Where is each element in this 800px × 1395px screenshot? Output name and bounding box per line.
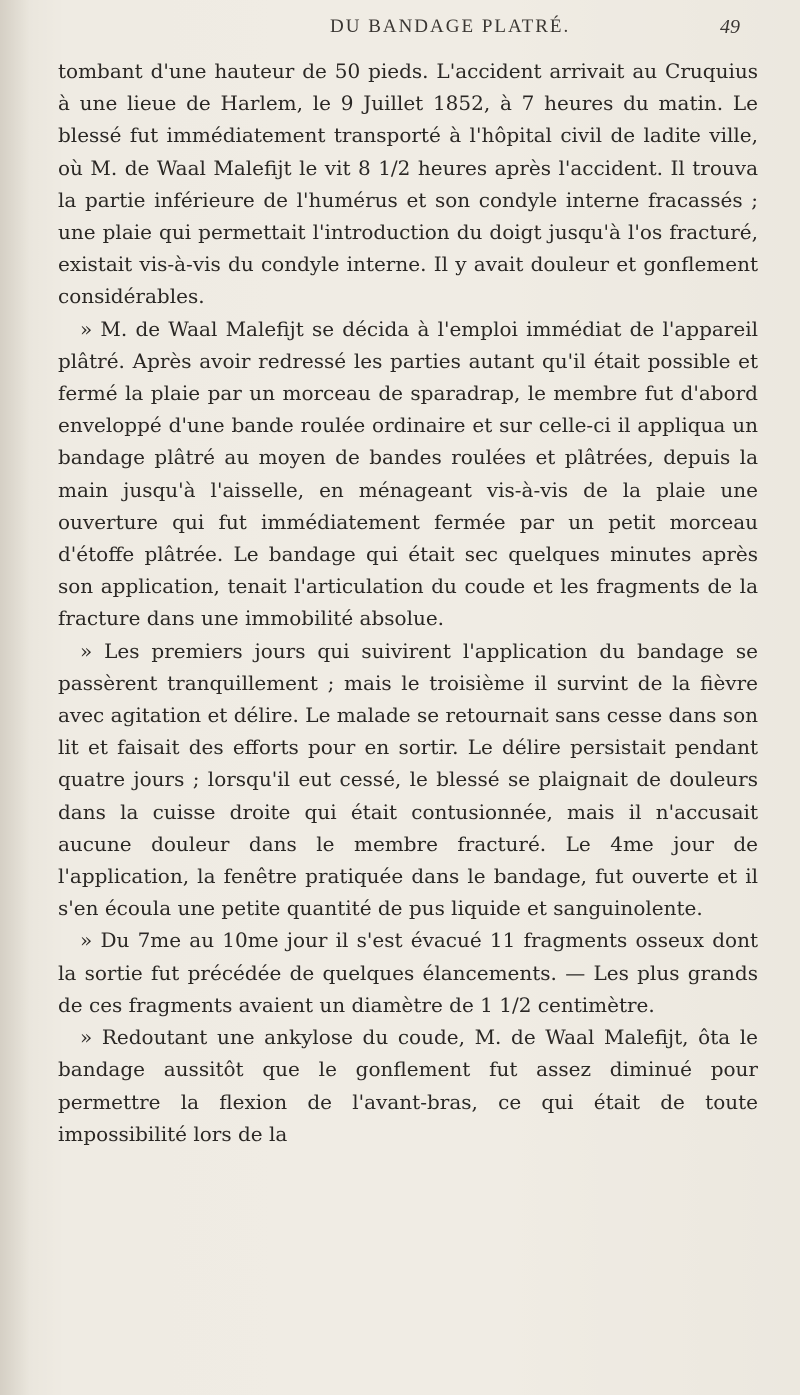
paragraph-continuation: tombant d'une hauteur de 50 pieds. L'accident arrivait au Cruquius à une lieue de Harlem, le 9 Juillet 1852, à 7 heures du matin. Le blessé fut immédiatement transporté à l'hôpital civil de ladite ville, où M. de Waal Malefijt le vit 8 1/2 heures après l'accident. Il trouva la partie inférieure de l'humérus et son condyle interne fracassés ; une plaie qui permettait l'introduction du doigt jusqu'à l'os fracturé, existait vis-à-vis du condyle interne. Il y avait douleur et gonflement considérables. — [58, 59, 758, 309]
paragraph-appareil-platre: » M. de Waal Malefijt se décida à l'emploi immédiat de l'appareil plâtré. Après avoir redressé les parties autant qu'il était possible et fermé la plaie par un morceau de sparadrap, le membre fut d'abord enveloppé d'une bande roulée ordinaire et sur celle-ci il appliqua un bandage plâtré au moyen de bandes roulées et plâtrées, depuis la main jusqu'à l'aisselle, en ménageant vis-à-vis de la plaie une ouverture qui fut immédiatement fermée par un petit morceau d'étoffe plâtrée. Le bandage qui était sec quelques minutes après son application, tenait l'articulation du coude et les fragments de la fracture dans une immobilité absolue. — [58, 316, 758, 631]
paragraph-premiers-jours: » Les premiers jours qui suivirent l'application du bandage se passèrent tranquillement ; mais le troisième il survint de la fièvre avec agitation et délire. Le malade se retournait sans cesse dans son lit et faisait des efforts pour en sortir. Le délire persistait pendant quatre jours ; lorsqu'il eut cessé, le blessé se plaignait de douleurs dans la cuisse droite qui était contusionnée, mais il n'accusait aucune douleur dans le membre fracturé. Le 4me jour de l'application, la fenêtre pratiquée dans le bandage, fut ouverte et il s'en écoula une petite quantité de pus liquide et sanguinolente. — [58, 638, 758, 921]
paragraph-ankylose: » Redoutant une ankylose du coude, M. de Waal Malefijt, ôta le bandage aussitôt que le gonflement fut assez diminué pour permettre la flexion de l'avant-bras, ce qui était de toute impossibilité lors de la — [58, 1025, 758, 1146]
running-title: DU BANDAGE PLATRÉ. — [330, 16, 571, 37]
binding-shadow — [0, 0, 30, 1395]
paragraph-fragments: » Du 7me au 10me jour il s'est évacué 11 fragments osseux dont la sortie fut précédée de quelques élancements. — Les plus grands de ces fragments avaient un diamètre de 1 1/2 centimètre. — [58, 928, 758, 1017]
running-head — [0, 12, 800, 42]
body-text — [58, 55, 758, 1150]
page-number: 49 — [720, 16, 740, 38]
